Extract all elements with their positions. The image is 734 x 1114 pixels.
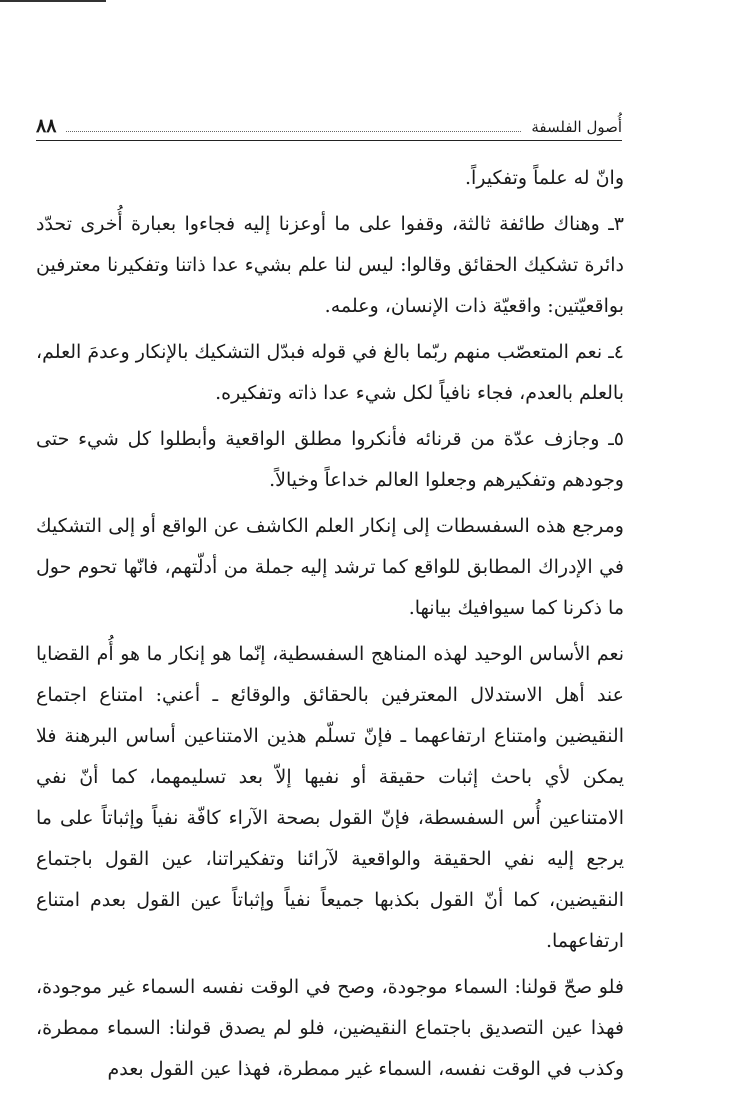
paragraph: ٤ـ نعم المتعصّب منهم ربّما بالغ في قوله فبدّل التشكيك بالإنكار وعدمَ العلم، بالعلم بالعدم، فجاء نافياً لكل شيء عدا ذاته وتفكيره. — [36, 341, 624, 404]
paragraph: ومرجع هذه السفسطات إلى إنكار العلم الكاشف عن الواقع أو إلى التشكيك في الإدراك المطابق للواقع كما ترشد إليه جملة من أدلّتهم، فانّها تحوم حول ما ذكرنا كما سيوافيك بيانها. — [36, 515, 624, 619]
paragraph: ٥ـ وجازف عدّة من قرنائه فأنكروا مطلق الواقعية وأبطلوا كل شيء حتى وجودهم وتفكيرهم وجعلوا العالم خداعاً وخيالاً. — [36, 428, 624, 491]
paragraph: فلو صحّ قولنا: السماء موجودة، وصح في الوقت نفسه السماء غير موجودة، فهذا عين التصديق باجتماع النقيضين، فلو لم يصدق قولنا: السماء ممطرة، وكذب في الوقت نفسه، السماء غير ممطرة، فهذا عين القول بعدم — [36, 976, 624, 1080]
scan-edge-mark — [0, 0, 106, 2]
dotted-leader — [66, 131, 521, 132]
running-title: أُصول الفلسفة — [531, 118, 622, 136]
page-number: ٨٨ — [36, 115, 57, 137]
page-header — [36, 116, 622, 141]
paragraph: وانّ له علماً وتفكيراً. — [464, 167, 624, 189]
body-text — [36, 158, 624, 1095]
paragraph: ٣ـ وهناك طائفة ثالثة، وقفوا على ما أوعزنا إليه فجاءوا بعبارة أُخرى تحدّد دائرة تشكيك الحقائق وقالوا: ليس لنا علم بشيء عدا ذاتنا وتفكيرنا معترفين بواقعيّتين: واقعيّة ذات الإنسان، وعلمه. — [36, 213, 624, 317]
paragraph: نعم الأساس الوحيد لهذه المناهج السفسطية، إنّما هو إنكار ما هو أُم القضايا عند أهل الاستدلال المعترفين بالحقائق والوقائع ـ أعني: امتناع اجتماع النقيضين وامتناع ارتفاعهما ـ فإنّ تسلّم هذين الامتناعين أساس البرهنة فلا يمكن لأي باحث إثبات حقيقة أو نفيها إلاّ بعد تسليمهما، كما أنّ نفي الامتناعين أُس السفسطة، فإنّ القول بصحة الآراء كافّة نفياً وإثباتاً على ما يرجع إليه نفي الحقيقة والواقعية لآرائنا وتفكيراتنا، عين القول باجتماع النقيضين، كما أنّ القول بكذبها جميعاً نفياً وإثباتاً عين القول بعدم امتناع ارتفاعهما. — [36, 643, 624, 952]
